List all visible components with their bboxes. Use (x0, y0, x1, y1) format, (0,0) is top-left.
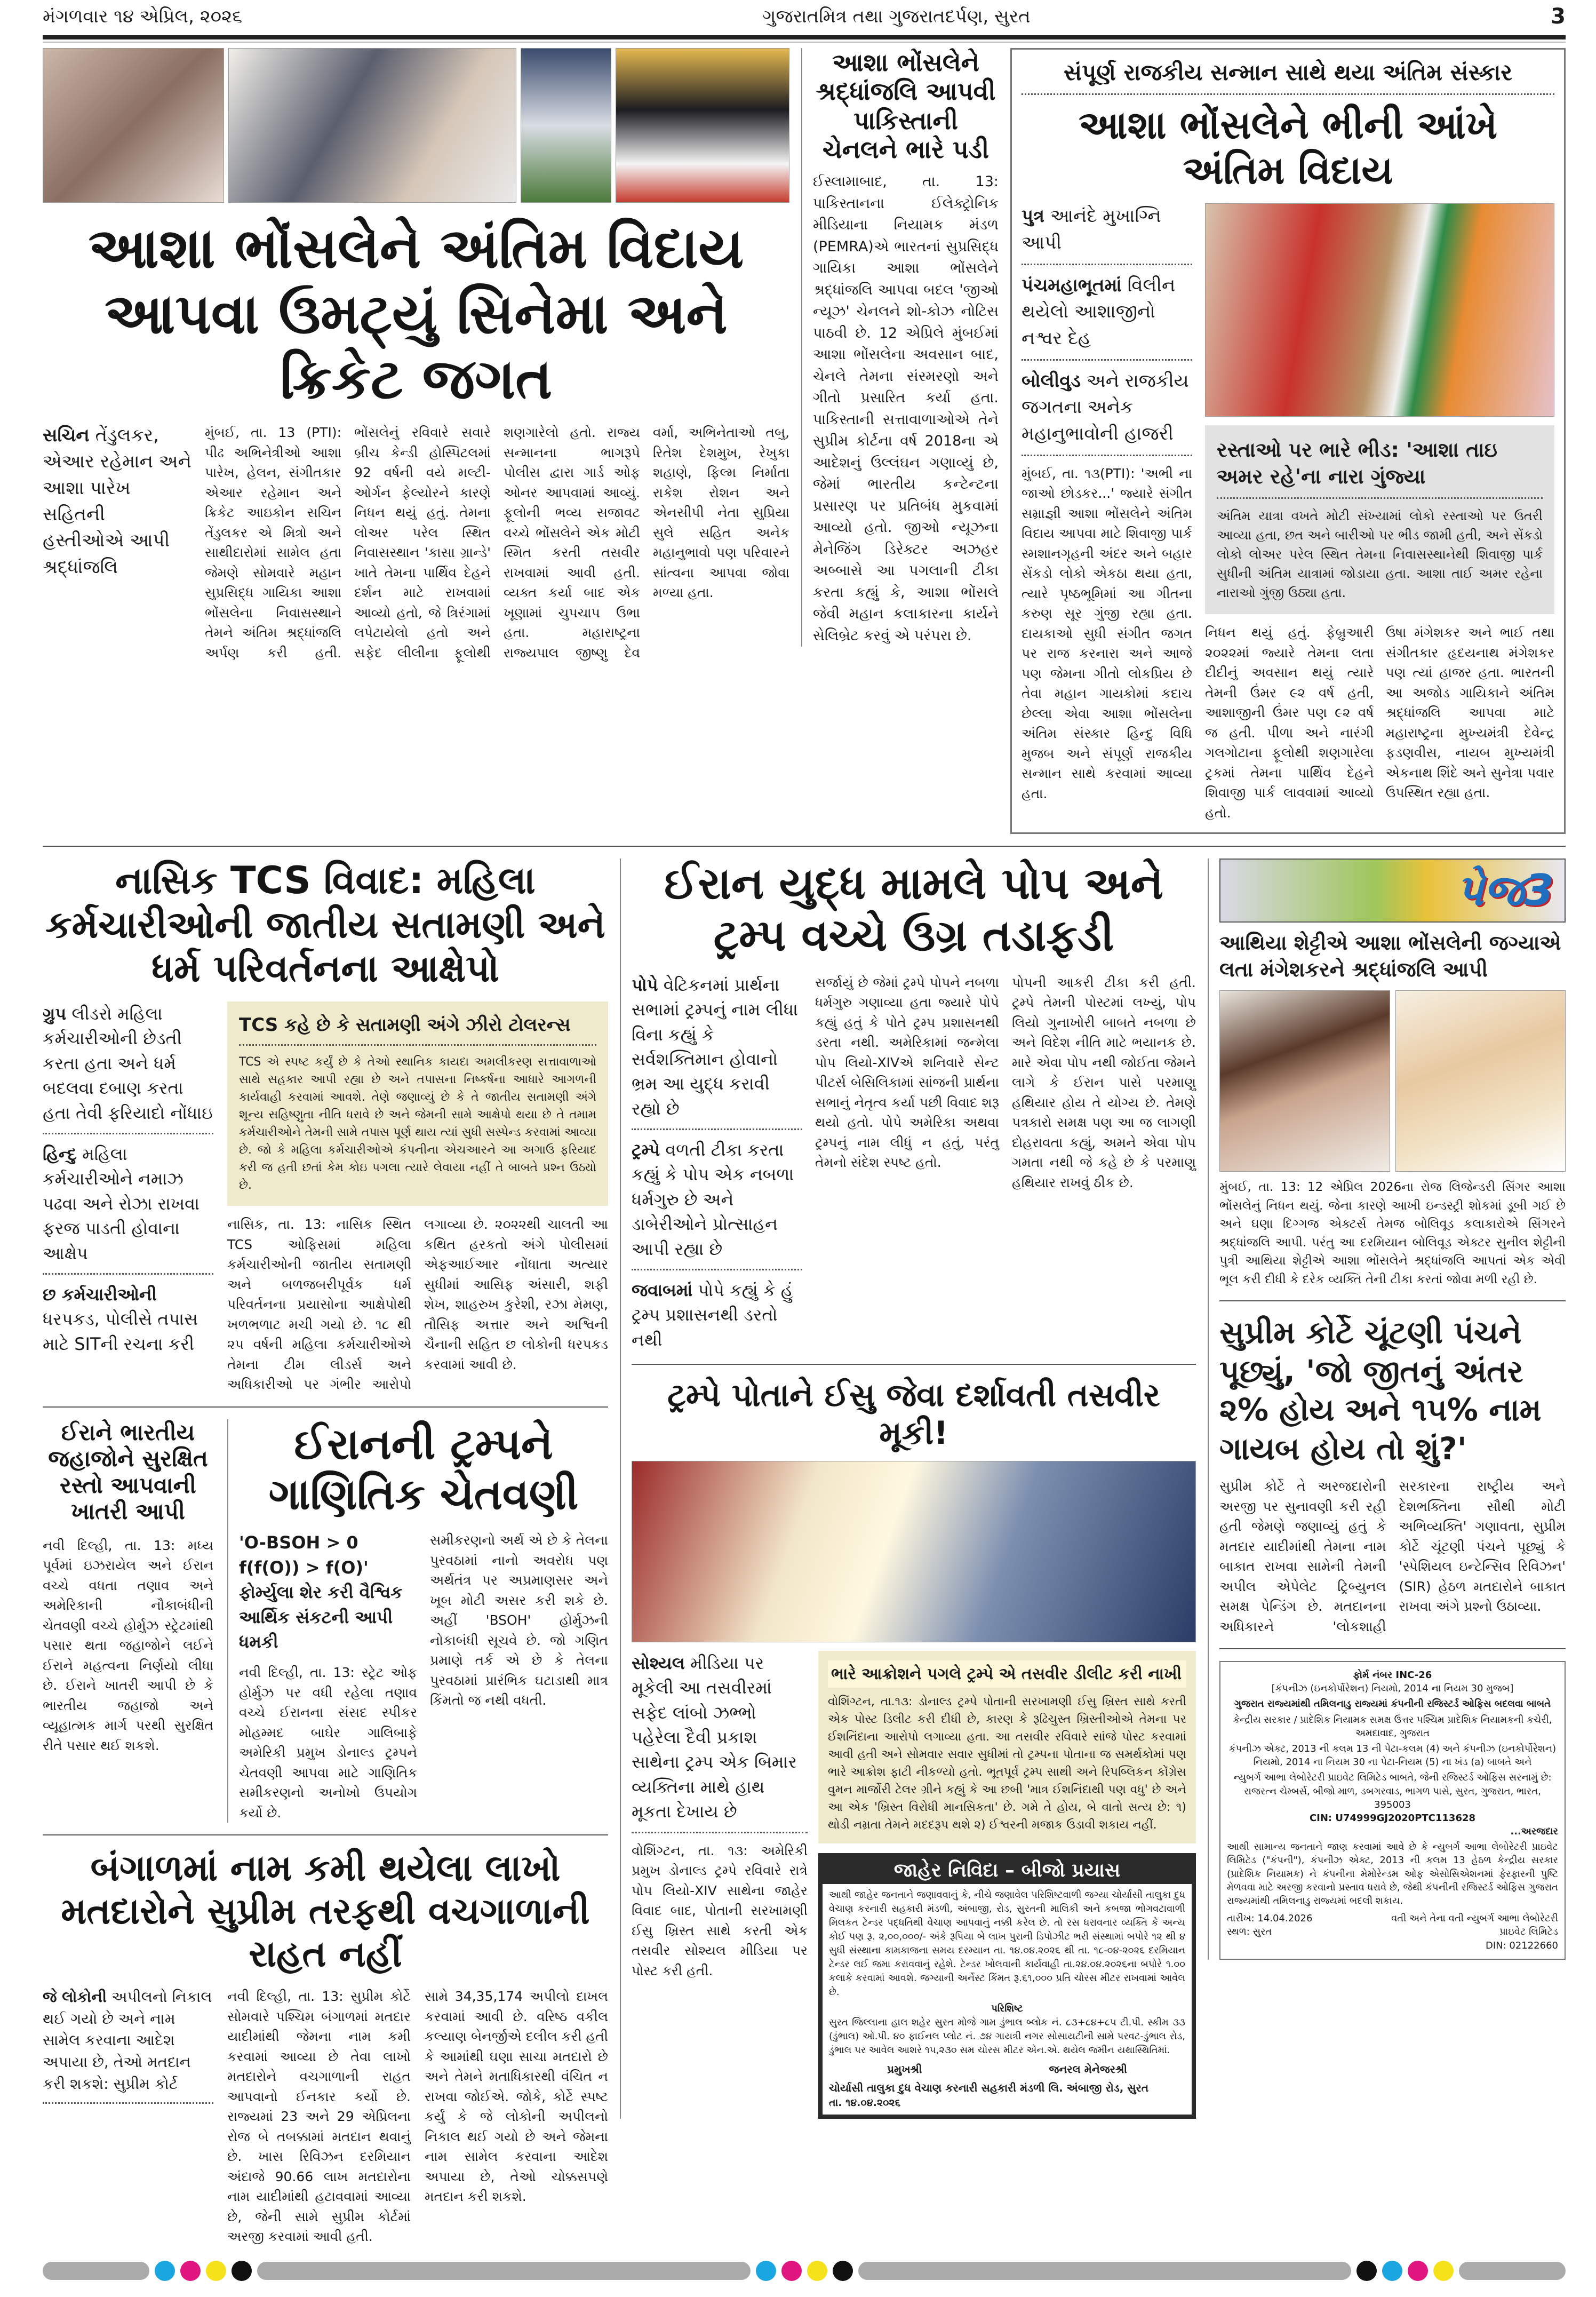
lead-kicker-bold: સચિન (43, 425, 90, 447)
sir-headline: સુપ્રીમ કોર્ટે ચૂંટણી પંચને પૂછ્યું, 'જો જીતનું અંતર ૨% હોય અને ૧૫% નામ ગાયબ હોય તો શું?' (1219, 1314, 1542, 1467)
yellow-mark (807, 2261, 827, 2281)
ship-headline: ઈરાને ભારતીય જહાજોને સુરક્ષિત રસ્તો આપવાની ખાતરી આપી (48, 1419, 208, 1525)
tender-date: તા. ૧૪.૦૪.૨૦૨૬ (829, 2096, 901, 2109)
page3-banner (1219, 859, 1566, 923)
tender-org: ચોર્યાસી તાલુકા દુધ વેચાણ કરનારી સહકારી મંડળી લિ. અંબાજી રોડ, સુરત (829, 2081, 1149, 2094)
tender-appendix: સુરત જિલ્લાના હાલ શહેર સુરત મોજે ગામ ડુંભાલ બ્લોક નં. ૮૩+૮૪+૮૫ ટી.પી. સ્કીમ ૩૩ (ડુંભાલ) ઓ.પી. ૪૦ ફાઈનલ પ્લોટ નં. ૭૪ ગાયત્રી નગર સોસાયટીની સામે પરવટ-ડુંભાલ રોડ, ડુંભાલ પર આવેલ આશરે ૧૫,૨૩૦ સમ ચોરસ મીટર એન.એ. થયેલ જમીન યથાસ્થિતિમાં. (829, 2016, 1185, 2056)
divider (1022, 93, 1554, 95)
pak-body: ઈસ્લામાબાદ, તા. 13: પાકિસ્તાનના ઈલેક્ટ્રોનિક મીડિયાના નિયામક મંડળ (PEMRA)એ ભારતનાં સુપ્રસિદ્ધ ગાયિકા આશા ભોંસલેને શ્રદ્ધાંજલિ આપવા બદલ 'જીઓ ન્યૂઝ' ચેનલને શો-કોઝ નોટિસ પાઠવી છે. 12 એપ્રિલે મુંબઈમાં આશા ભોંસલેના અવસાન બાદ, ચેનલે તેમના સંસ્મરણો અને ગીતો પ્રસારિત કર્યા હતા. પાકિસ્તાની સત્તાવાળાઓએ તેને સુપ્રીમ કોર્ટના વર્ષ 2018ના એ આદેશનું ઉલ્લંઘન ગણાવ્યું છે, જેમાં ભારતીય કન્ટેન્ટના પ્રસારણ પર પ્રતિબંધ મુકવામાં આવ્યો હતો. જીઓ ન્યૂઝના મેનેજિંગ ડિરેક્ટર અઝહર અબ્બાસે આ પગલાની ટીકા કરતા કહ્યું કે, આશા ભોંસલે જેવી મહાન કલાકારના કાર્યને સેલિબ્રેટ કરવું એ પરંપરા છે. (813, 173, 999, 644)
pope-body: સર્જાયું છે જેમાં ટ્રમ્પે પોપને નબળા ધર્મગુરુ ગણાવ્યા હતા જ્યારે પોપે કહ્યું હતું કે પોતે ટ્રમ્પ પ્રશાસનથી ડરતા નથી. અમેરિકામાં જન્મેલા પોપ લિયો-XIVએ શનિવારે સેન્ટ પીટર્સ બેસિલિકામાં સાંજની પ્રાર્થના સભાનું નેતૃત્વ કર્યા પછી વિવાદ શરૂ થયો હતો. પોપે અમેરિકા અથવા ટ્રમ્પનું નામ લીધું ન હતું, પરંતુ તેમનો સંદેશ સ્પષ્ટ હતો. (815, 974, 999, 1171)
pope-points: પોપે વેટિકનમાં પ્રાર્થના સભામાં ટ્રમ્પનું નામ લીધા વિના કહ્યું કે સર્વશક્તિમાન હોવાનો ભ્રમ આ યુદ્ધ કરાવી રહ્યો છે ટ્રમ્પે વળતી ટીકા કરતા કહ્યું કે પોપ એક નબળા ધર્મગુરુ છે અને ડાબેરીઓને પ્રોત્સાહન આપી રહ્યા છે જવાબમાં પોપે કહ્યું કે હું ટ્રમ્પ પ્રશાસનથી ડરતો નથી (632, 973, 802, 1352)
page3-headline: આથિયા શેટ્ટીએ આશા ભોંસલેની જગ્યાએ લતા મંગેશકરને શ્રદ્ધાંજલિ આપી (1219, 931, 1561, 981)
funeral-body-2: નિધન થયું હતું. ફેબ્રુઆરી ૨૦૨૨માં જ્યારે તેમના લતા દીદીનું અવસાન થયું ત્યારે તેમની ઉંમર ૯૨ વર્ષ હતી, આશાજીની ઉંમર પણ ૯૨ વર્ષ જ હતી. પીળા અને નારંગી ગલગોટાના ફૂલોથી શણગારેલા ટ્રકમાં તેમના પાર્થિવ દેહને શિવાજી પાર્ક લાવવામાં આવ્યો હતો. (1205, 625, 1374, 821)
photo-lata (1395, 990, 1566, 1172)
registration-strip (43, 2261, 1566, 2281)
bengal-body: નવી દિલ્હી, તા. 13: સુપ્રીમ કોર્ટે સોમવારે પશ્ચિમ બંગાળમાં મતદાર યાદીમાંથી જેમના નામ કમી કરવામાં આવ્યા છે તેવા લાખો મતદારોને વચગાળાની રાહત આપવાનો ઈનકાર કર્યો છે. રાજ્યમાં 23 અને 29 એપ્રિલના રોજ બે તબક્કામાં મતદાન થવાનું છે. ખાસ રિવિઝન દરમિયાન અંદાજે 90.66 લાખ મતદારોના નામ યાદીમાંથી હટાવવામાં આવ્યા છે, જેની સામે સુપ્રીમ કોર્ટમાં અરજી કરવામાં આવી હતી. (227, 1989, 411, 2245)
photo-trump-ai-image (632, 1461, 1196, 1642)
bengal-story (43, 1847, 608, 2246)
row-top (43, 48, 1566, 834)
magenta-mark (1408, 2261, 1428, 2281)
bengal-point: જે લોકોની અપીલનો નિકાલ થઈ ગયો છે અને નામ સામેલ કરવાના આદેશ અપાયા છે, તેઓ મતદાન કરી શકશે: સુપ્રીમ કોર્ટ (43, 1988, 212, 2093)
notice-place: સ્થળ: સુરત (1227, 1926, 1272, 1938)
cyan-mark (155, 2261, 175, 2281)
tcs-points: ગ્રુપ લીડરો મહિલા કર્મચારીઓની છેડતી કરતા હતા અને ધર્મ બદલવા દબાણ કરતા હતા તેવી ફરિયાદો નોંધાઇ હિન્દુ મહિલા કર્મચારીઓને નમાઝ પઢવા અને રોઝા રાખવા ફરજ પાડતી હોવાના આક્ષેપ છ કર્મચારીઓની ધરપકડ, પોલીસે તપાસ માટે SITની રચના કરી (43, 1004, 213, 1354)
sir-body: સુપ્રીમ કોર્ટે તે અરજદારોની અરજી પર સુનાવણી કરી રહી હતી જેમણે જણાવ્યું હતું કે મતદાર યાદીમાંથી તેમના નામ બાકાત રાખવા સામેની તેમની અપીલ એપેલેટ ટ્રિબ્યુનલ સમક્ષ પેન્ડિંગ છે. મતદાનના અધિકારને 'લોકશાહી સરકારના રાષ્ટ્રીય અને દેશભક્તિના સૌથી મોટી અભિવ્યક્તિ' ગણાવતા, સુપ્રીમ કોર્ટે ચૂંટણી પંચને પૂછ્યું કે 'સ્પેશિયલ ઇન્ટેન્સિવ રિવિઝન' (SIR) હેઠળ મતદારોને બાકાત રાખવા અંગે પ્રશ્નો ઉઠાવ્યા. (1219, 1479, 1566, 1634)
trump-box-text: વોશિંગ્ટન, તા.૧૩: ડોનાલ્ડ ટ્રમ્પે પોતાની સરખામણી ઈસુ ખ્રિસ્ત સાથે કરતી એક પોસ્ટ ડિલીટ કરી દીધી છે, કારણ કે રૂઢિચુસ્ત ખ્રિસ્તીઓએ તેમના પર ઈશનિંદાના આરોપો લગાવ્યા હતા. આ તસવીર રવિવારે સાંજે પોસ્ટ કરવામાં આવી હતી અને સોમવાર સવાર સુધીમાં તો ટ્રમ્પના પોતાના જ સમર્થકોમાં પણ ભારે આક્રોશ ફાટી નીકળ્યો હતો. ભૂતપૂર્વ ટ્રમ્પ સાથી અને રિપબ્લિકન કોંગ્રેસ વુમન માર્જોરી ટેલર ગ્રીને કહ્યું કે આ છબી 'માત્ર ઈશનિંદાથી પણ વધુ' છે અને આ એક 'ખ્રિસ્ત વિરોધી માનસિકતા' છે. ગમે તે હોય, બે વાતો સત્ય છે: ૧) થોડી નમ્રતા તેમને મદદરૂપ થશે ૨) ઈશ્વરની મજાક ઉડાવી શકાય નહીં. (828, 1695, 1186, 1832)
header-rule-thin (43, 42, 1566, 43)
tcs-box (227, 1002, 608, 1206)
tcs-box-text: TCS એ સ્પષ્ટ કર્યું છે કે તેઓ સ્થાનિક કાયદા અમલીકરણ સત્તાવાળાઓ સાથે સહકાર આપી રહ્યા છે અને તપાસના નિષ્કર્ષના આધારે આગળની કાર્યવાહી કરવામાં આવશે. તેણે જણાવ્યું છે કે તે જાતીય સતામણી અંગે શૂન્ય સહિષ્ણુતા નીતિ ધરાવે છે અને જેમની સામે આક્ષેપો થયા છે તે તમામ કર્મચારીઓને તેમની સામે તપાસ પૂર્ણ થાય ત્યાં સુધી સસ્પેન્ડ કરવામાં આવ્યા છે. જો કે મહિલા કર્મચારીઓએ કંપનીના એચઆરને આ અગાઉ ફરિયાદ કરી જ હતી છતાં કેમ કોઇ પગલા ત્યારે લેવાયા નહીં તે બાબતે પ્રશ્ન ઉઠ્યો છે. (239, 1055, 596, 1193)
row-divider (632, 1364, 1196, 1365)
notice-date: તારીખ: 14.04.2026 (1227, 1913, 1313, 1925)
tender-sign-president: પ્રમુખશ્રી (887, 2062, 922, 2076)
lead-body: મુંબઈ, તા. 13 (PTI): પીઢ અભિનેત્રીઓ આશા પારેખ, હેલન, સંગીતકાર એઆર રહેમાન અને ક્રિકેટ આઇકોન સચિન તેંડુલકર એ મિત્રો અને સાથીદારોમાં સામેલ હતા જેમણે સોમવારે મહાન સુપ્રસિદ્ધ ગાયિકા આશા ભોંસલેના નિવાસસ્થાને તેમને અંતિમ શ્રદ્ધાંજલિ અર્પણ કરી હતી. ભોંસલેનું રવિવારે સવારે બ્રીચ કેન્ડી હોસ્પિટલમાં 92 વર્ષની વયે મલ્ટી-ઓર્ગન ફેલ્યોરને કારણે નિધન થયું હતું. તેમના લોઅર પરેલ સ્થિત નિવાસસ્થાન 'કાસા ગ્રાન્ડે' ખાતે તેમના પાર્થિવ દેહને દર્શન માટે રાખવામાં આવ્યો હતો, જે ત્રિરંગામાં લપેટાયેલો હતો અને સફેદ લીલીના ફૂલોથી શણગારેલો હતો. રાજ્ય સન્માનના ભાગરૂપે પોલીસ દ્વારા ગાર્ડ ઓફ ઓનર આપવામાં આવ્યું. ફૂલોની ભવ્ય સજાવટ વચ્ચે ભોંસલેને એક મોટી સ્મિત કરતી તસવીર રાખવામાં આવી હતી. વ્યક્ત કર્યા બાદ એક ખૂણામાં ચુપચાપ ઉભા હતા. મહારાષ્ટ્રના રાજ્યપાલ જીષ્ણુ દેવ વર્મા, અભિનેતાઓ તબુ, રિતેશ દેશમુખ, રેખુકા શહાણે, ફિલ્મ નિર્માતા રાકેશ રોશન અને એનસીપી નેતા સુપ્રિયા સુલે સહિત અનેક મહાનુભાવો પણ પરિવારને સાંત્વના આપવા જોવા મળ્યા હતા. (205, 425, 789, 661)
lead-kicker (43, 423, 192, 663)
funeral-body: મુંબઈ, તા. ૧૩(PTI): 'અભી ના જાઓ છોડકર...' જ્યારે સંગીત સમ્રાજ્ઞી આશા ભોંસલેને અંતિમ વિદાય આપવા માટે શિવાજી પાર્ક સ્મશાનગૃહની અંદર અને બહાર સેંકડો લોકો એકઠા થયા હતા, ત્યારે પૃષ્ઠભૂમિમાં આ ગીતના કરુણ સૂર ગુંજી રહ્યા હતા. દાયકાઓ સુધી સંગીત જગત પર રાજ કરનારા અને આજે પણ જેમના ગીતો લોકપ્રિય છે તેવા મહાન ગાયકોમાં કદાચ છેલ્લા એવા આશા ભોંસલેના અંતિમ સંસ્કાર હિન્દુ વિધિ મુજબ અને સંપૂર્ણ રાજકીય સન્માન સાથે કરવામાં આવ્યા હતા. (1022, 465, 1192, 801)
notice-company: ન્યુબર્ગ આભા લેબોરેટરી પ્રાઇવેટ લિમિટેડ બાબતે, જેની રજિસ્ટર્ડ ઓફિસ સરનામું છે: રાજરત્ન ચેમ્બર્સ, બીજો માળ, ડબગરવાડ, ભાગળ પાસે, સુરત, ગુજરાત, ભારત, 395003 (1233, 1772, 1552, 1810)
pak-story (801, 48, 999, 647)
funeral-body-3: ઉષા મંગેશકર અને ભાઈ તથા સંગીતકાર હૃદયનાથ મંગેશકર પણ ત્યાં હાજર હતા. ભારતની આ અજોડ ગાયિકાને અંતિમ શ્રદ્ધાંજલિ આપવા માટે મહારાષ્ટ્રના મુખ્યમંત્રી દેવેન્દ્ર ફડણવીસ, નાયબ મુખ્યમંત્રી એકનાથ શિંદે અને સુનેત્રા પવાર ઉપસ્થિત રહ્યા હતા. (1385, 625, 1554, 801)
funeral-point: પુત્ર આનંદે મુખાગ્નિ આપી (1022, 205, 1161, 253)
funeral-headline: આશા ભોંસલેને ભીની આંખે અંતિમ વિદાય (1078, 102, 1498, 193)
page-number: 3 (1551, 4, 1566, 29)
cyan-mark (1382, 2261, 1402, 2281)
tender-title: જાહેર નિવિદા – બીજો પ્રયાસ (823, 1857, 1192, 1884)
notice-form: ફોર્મ નંબર INC-26 (1353, 1670, 1432, 1681)
photo-anu-malik (616, 48, 789, 203)
black-mark (833, 2261, 853, 2281)
notice-act: કંપનીઝ એક્ટ, 2013 ની કલમ 13 ની પેટા-કલમ (4) અને કંપનીઝ (ઇનકોર્પોરેશન) નિયમો, 2014 ના નિયમ 30 ના પેટા-નિયમ (5) ના ખંડ (a) બાબતે અને (1228, 1743, 1557, 1768)
photo-tributes (228, 48, 516, 203)
registration-bar (43, 2262, 149, 2280)
photo-asha-parekh (43, 48, 224, 203)
tcs-headline: નાસિક TCS વિવાદ: મહિલા કર્મચારીઓની જાતીય સતામણી અને ધર્મ પરિવર્તનના આક્ષેપો (45, 859, 605, 991)
issue-date: મંગળવાર ૧૪ એપ્રિલ, ૨૦૨૬ (43, 6, 243, 27)
left-column (43, 859, 608, 2246)
formula-headline: ઈરાનની ટ્રમ્પને ગાણિતિક ચેતવણી (268, 1419, 579, 1520)
trump-story (632, 1377, 1196, 2119)
funeral-kicker: સંપૂર્ણ રાજકીય સન્માન સાથે થયા અંતિમ સંસ્કાર (1064, 59, 1512, 85)
page3-body: મુંબઈ, તા. 13: 12 એપ્રિલ 2026ના રોજ લિજેન્ડરી સિંગર આશા ભોંસલેનું નિધન થયું. જેના કારણે આખી ઇન્ડસ્ટ્રી શોકમાં ડૂબી ગઈ છે અને ઘણા દિગ્ગજ એક્ટર્સ તેમજ બોલિવૂડ કલાકારોએ સિંગરને શ્રદ્ધાંજલિ આપી. પરંતુ આ દરમિયાન બોલિવૂડ એક્ટર સુનીલ શેટ્ટીની પુત્રી આથિયા શેટ્ટીએ આશા ભોંસલેને શ્રદ્ધાંજલિ આપતાં એક એવી ભૂલ કરી દીધી કે દરેક વ્યક્તિ તેની ટીકા કરતાં જોવા મળી રહી છે. (1219, 1180, 1566, 1286)
funeral-point: બોલીવુડ અને રાજકીય જગતના અનેક મહાનુભાવોની હાજરી (1022, 370, 1189, 444)
photo-state-honours (1205, 203, 1554, 417)
pope-headline: ઈરાન યુદ્ધ મામલે પોપ અને ટ્રમ્પ વચ્ચે ઉગ્ર તડાફડી (664, 859, 1163, 961)
formula-story (227, 1419, 608, 1823)
right-column (1208, 859, 1566, 1960)
tender-appendix-label: પરિશિષ્ટ (991, 2002, 1023, 2014)
middle-column (620, 859, 1196, 2119)
crowd-box-title: રસ્તાઓ પર ભારે ભીડ: 'આશા તાઇ અમર રહે'ના નારા ગુંજ્યા (1217, 438, 1497, 488)
yellow-mark (1433, 2261, 1454, 2281)
formula-sub: 'O-BSOH > 0 f(f(O)) > f(O)' ફોર્મ્યુલા શેર કરી વૈશ્વિક આર્થિક સંકટની આપી ધમકી (239, 1532, 403, 1652)
formula-body: નવી દિલ્હી, તા. 13: સ્ટ્રેટ ઓફ હોર્મુઝ પર વધી રહેલા તણાવ વચ્ચે ઈરાનના સંસદ સ્પીકર મોહમ્મદ બાઘેર ગાલિબાફે અમેરિકી પ્રમુખ ડોનાલ્ડ ટ્રમ્પને ચેતવણી આપવા માટે ગાણિતિક સમીકરણનો અનોખો ઉપયોગ કર્યો છે. (239, 1665, 417, 1821)
trump-delete-box (818, 1651, 1196, 1843)
row-divider (43, 1834, 608, 1835)
row-divider (1219, 1300, 1566, 1301)
magenta-mark (180, 2261, 201, 2281)
tender-text: આથી જાહેર જનતાને જણાવવાનું કે, નીચે જણાવેલ પરિશિષ્ટવાળી જગ્યા ચોર્યાસી તાલુકા દુધ વેચાણ કરનારી સહકારી મંડળી, અંબાજી, રોડ, સુરતની માલિકી અને કબજા ભોગવટાવાળી મિલકત ટેન્ડર પદ્ધતિથી વેચાણ આપવાનું નક્કી કરેલ છે. તો રસ ધરાવનાર વ્યક્તિ કે અન્ય કોઈ પણ રૂ. ૨,૦૦,૦૦૦/- અંકે રૂપિયા બે લાખ પુરાની ડિપોઝીટ ભરી સંસ્થામાં બપોરે ૧૨ થી ૪ સુધી સંસ્થાના કામકાજના સમય દરમ્યાન તા. ૧૪.૦૪.૨૦૨૬ થી તા. ૧૮-૦૪-૨૦૨૬ દરમિયાન ટેન્ડર લઈ જમા કરાવવાનું રહેશે. ટેન્ડર ખોલવાની કાર્યવાહી તા.૨૪.૦૪.૨૦૨૬ના બપોરે ૧.૦૦ કલાકે કરવામાં આવશે. જગ્યાની અર્નેસ્ટ કિંમત રૂ.૬૧,૦૦૦ પ્રતિ ચોરસ મીટર રાખવામાં આવેલ છે. (829, 1889, 1185, 1998)
notice-text: આથી સામાન્ય જનતાને જાણ કરવામાં આવે છે કે ન્યુબર્ગ આભા લેબોરેટરી પ્રાઇવેટ લિમિટેડ ("કંપની"), કંપનીઝ એક્ટ, 2013 ની કલમ 13 હેઠળ કેન્દ્રીય સરકાર (પ્રાદેશિક નિયામક) ને કંપનીના મેમોરેન્ડમ ઓફ એસોસિએશનમાં ફેરફારની પુષ્ટિ મેળવવા માટે અરજી કરવાનો પ્રસ્તાવ ધરાવે છે, જેથી કંપનીની રજિસ્ટર્ડ ઓફિસ ગુજરાત રાજ્યમાંથી તમિલનાડુ રાજ્યમાં બદલી શકાય. (1227, 1841, 1558, 1907)
masthead (43, 0, 1566, 33)
magenta-mark (781, 2261, 802, 2281)
formula-body-2: સમીકરણનો અર્થ એ છે કે તેલના પુરવઠામાં નાનો અવરોધ પણ અર્થતંત્ર પર અપ્રમાણસર અને ખૂબ મોટી અસર કરી શકે છે. અહીં 'BSOH' હોર્મુઝની નોકાબંધી સૂચવે છે. જો ગણિત પ્રમાણે તર્ક એ છે કે તેલના પુરવઠામાં પ્રારંભિક ઘટાડાથી માત્ર કિંમતો જ નથી વધતી. (430, 1532, 608, 1708)
registration-bar (1459, 2262, 1566, 2280)
tcs-body: નાસિક, તા. 13: નાસિક સ્થિત TCS ઓફિસમાં મહિલા કર્મચારીઓની જાતીય સતામણી અને બળજબરીપૂર્વક ધર્મ પરિવર્તનના પ્રયાસોના આક્ષેપોથી ખળભળાટ મચી ગયો છે. ૧૮ થી ૨૫ વર્ષની મહિલા કર્મચારીઓએ તેમના ટીમ લીડર્સ અને અધિકારીઓ પર ગંભીર આરોપો લગાવ્યા છે. ૨૦૨૨થી ચાલતી આ કથિત હરકતો અંગે પોલીસમાં એફઆઈઆર નોંધાતા અત્યાર સુધીમાં આસિફ અંસારી, શફી શેખ, શાહરુખ કુરેશી, રઝા મેમણ, તૌસિફ અત્તાર અને અશ્વિની ચૈનાની સહિત છ લોકોની ધરપકડ કરવામાં આવી છે. (227, 1217, 608, 1393)
bengal-body-2: સામે 34,35,174 અપીલો દાખલ કરવામાં આવી છે. વરિષ્ઠ વકીલ કલ્યાણ બેનર્જીએ દલીલ કરી હતી કે આમાંથી ઘણા સાચા મતદારો છે અને તેમને મતાધિકારથી વંચિત ન રાખવા જોઈએ. જોકે, કોર્ટે સ્પષ્ટ કર્યું કે જે લોકોની અપીલનો નિકાલ થઈ ગયો છે અને જેમના નામ સામેલ કરવાના આદેશ અપાયા છે, તેઓ ચોક્કસપણે મતદાન કરી શકશે. (425, 1989, 608, 2205)
ship-body: નવી દિલ્હી, તા. 13: મધ્ય પૂર્વમાં ઇઝરાયેલ અને ઈરાન વચ્ચે વધતા તણાવ અને અમેરિકાની નૌકાબંધીની ચેતવણી વચ્ચે હોર્મુઝ સ્ટ્રેટમાંથી પસાર થતા જહાજોને લઈને ઈરાને મહત્વના નિર્ણયો લીધા છે. ઈરાને ખાતરી આપી છે કે ભારતીય જહાજો અને વ્યૂહાત્મક માર્ગ પરથી સુરક્ષિત રીતે પસાર થઈ શકશે. (43, 1537, 213, 1753)
trump-body: વોશિંગ્ટન, તા. ૧૩: અમેરિકી પ્રમુખ ડોનાલ્ડ ટ્રમ્પે રવિવારે રાત્રે પોપ લિયો-XIV સાથેના જાહેર વિવાદ બાદ, પોતાની સરખામણી ઈસુ ખ્રિસ્ત સાથે કરતી એક તસવીર સોશ્યલ મીડિયા પર પોસ્ટ કરી હતી. (632, 1842, 808, 1978)
iran-stories (43, 1419, 608, 1823)
tender-sign-manager: જનરલ મેનેજરશ્રી (1049, 2062, 1128, 2076)
lead-story (43, 48, 789, 663)
notice-authority: કેન્દ્રીય સરકાર / પ્રાદેશિક નિયામક સમક્ષ ઉત્તર પશ્ચિમ પ્રાદેશિક નિયામકની કચેરી, અમદાવાદ, ગુજરાત (1233, 1714, 1552, 1739)
notice-applicant: ...અરજદાર (1510, 1826, 1558, 1838)
pak-headline: આશા ભોંસલેને શ્રદ્ધાંજલિ આપવી પાકિસ્તાની ચેનલને ભારે પડી (816, 48, 996, 164)
bengal-headline: બંગાળમાં નામ કમી થયેલા લાખો મતદારોને સુપ્રીમ તરફથી વચગાળાની રાહત નહીં (61, 1847, 590, 1975)
trump-headline: ટ્રમ્પે પોતાને ઈસુ જેવા દર્શાવતી તસવીર મૂકી! (667, 1377, 1160, 1452)
paper-name: ગુજરાતમિત્ર તથા ગુજરાતદર્પણ, સુરત (762, 6, 1031, 27)
pope-body-2: પોપની આકરી ટીકા કરી હતી. ટ્રમ્પે તેમની પોસ્ટમાં લખ્યું, પોપ લિયો ગુનાખોરી બાબતે નબળા છે અને વિદેશ નીતિ માટે ભયાનક છે. મારે એવા પોપ નથી જોઈતા જેમને લાગે કે ઈરાન પાસે પરમાણુ હથિયાર હોય તે યોગ્ય છે. તેમણે પત્રકારો સમક્ષ પણ આ જ લાગણી દોહરાવતા કહ્યું, અમને એવા પોપ ગમતા નથી જે કહે છે કે પરમાણુ હથિયાર રાખવું ઠીક છે. (1012, 974, 1196, 1190)
photo-athiya (1219, 990, 1390, 1172)
page3-logo: પેજ3 (1456, 865, 1554, 916)
yellow-mark (206, 2261, 226, 2281)
notice-signer: વતી અને તેના વતી ન્યુબર્ગ આભા લેબોરેટરી પ્રાઇવેટ લિમિટેડ (1391, 1913, 1558, 1938)
header-rule (43, 35, 1566, 39)
row-divider (43, 1406, 608, 1408)
cyan-mark (756, 2261, 776, 2281)
notice-rule: [કંપનીઝ (ઇનકોર્પોરેશન) નિયમો, 2014 ના નિયમ 30 મુજબ] (1271, 1683, 1514, 1695)
trump-point: સોશ્યલ મીડિયા પર મૂકેલી આ તસવીરમાં સફેદ લાંબો ઝભ્ભો પહેરેલા દૈવી પ્રકાશ સાથેના ટ્રમ્પ એક બિમાર વ્યક્તિના માથે હાથ મૂકતા દેખાય છે (632, 1652, 797, 1822)
crowd-box-text: અંતિમ યાત્રા વખતે મોટી સંખ્યામાં લોકો રસ્તાઓ પર ઉતરી આવ્યા હતા, છત અને બારીઓ પર ભીડ જામી હતી, અને સેંકડો લોકો લોઅર પરેલ સ્થિત તેમના નિવાસસ્થાનેથી શિવાજી પાર્ક સુધીની અંતિમ યાત્રામાં જોડાયા હતા. આશા તાઈ અમર રહેના નારાઓ ગુંજી ઉઠ્યા હતા. (1217, 508, 1543, 601)
crowd-box (1205, 425, 1554, 614)
row-divider (43, 846, 1566, 847)
funeral-section (1010, 48, 1566, 834)
pope-story (632, 859, 1196, 1352)
registration-bar (858, 2262, 1352, 2280)
registration-bar (257, 2262, 751, 2280)
black-mark (1356, 2261, 1377, 2281)
tcs-box-title: TCS કહે છે કે સતામણી અંગે ઝીરો ટોલરન્સ (239, 1014, 571, 1036)
notice-din: DIN: 02122660 (1485, 1940, 1558, 1951)
lead-kicker-text: તેંડુલકર, એઆર રહેમાન અને આશા પારેખ સહિતની હસ્તીઓએ આપી શ્રદ્ધાંજલિ (43, 425, 191, 578)
row-middle (43, 859, 1566, 2246)
tcs-story (43, 859, 608, 1394)
funeral-point: પંચમહાભૂતમાં વિલીન થયેલો આશાજીનો નશ્વર દેહ (1022, 275, 1176, 349)
lead-headline: આશા ભોંસલેને અંતિમ વિદાય આપવા ઉમટ્યું સિનેમા અને ક્રિકેટ જગત (88, 216, 744, 412)
trump-box-title: ભારે આક્રોશને પગલે ટ્રમ્પે એ તસવીર ડીલીટ કરી નાખી (828, 1660, 1186, 1688)
tender-notice (818, 1853, 1196, 2119)
notice-cin: CIN: U74999GJ2020PTC113628 (1309, 1812, 1476, 1824)
ship-story (43, 1419, 213, 1823)
photo-garland (521, 48, 611, 203)
black-mark (232, 2261, 252, 2281)
row-divider (1219, 1648, 1566, 1649)
notice-title: ગુજરાત રાજ્યમાંથી તમિલનાડુ રાજ્યમાં કંપનીની રજિસ્ટર્ડ ઓફિસ બદલવા બાબતે (1234, 1698, 1551, 1710)
company-notice (1219, 1661, 1566, 1960)
